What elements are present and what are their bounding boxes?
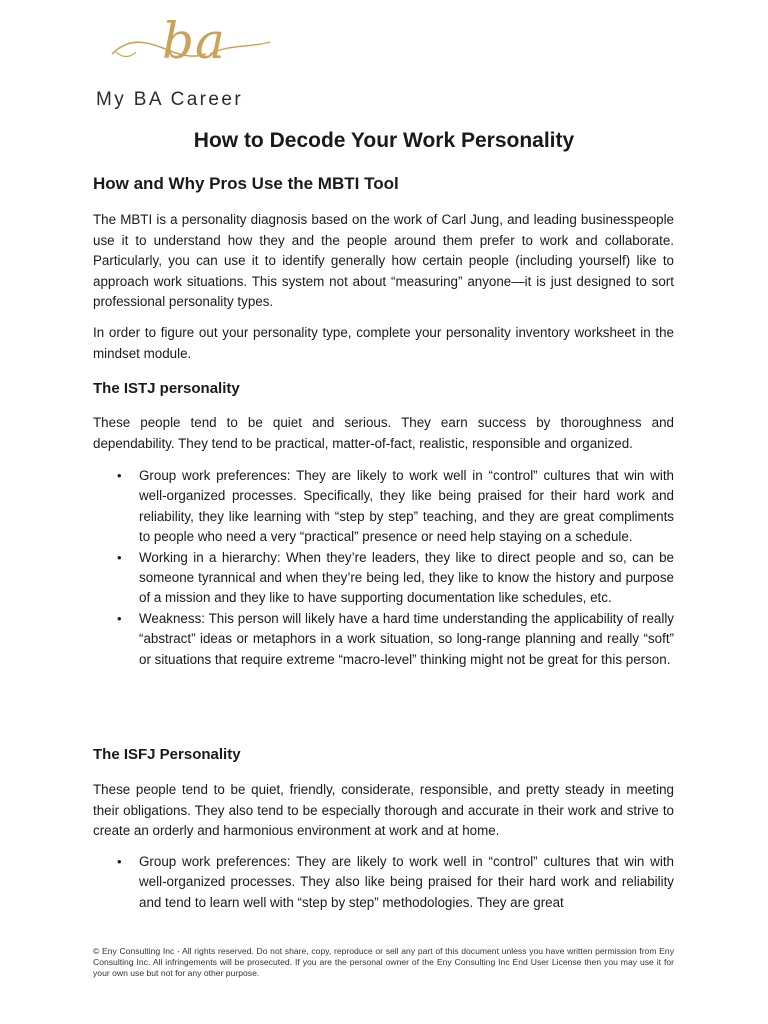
isfj-intro: These people tend to be quiet, friendly, considerate, responsible, and pretty steady in meeting their obligations. They also tend to be especially thorough and accurate in their work and strive to create an orderly and harmonious environment at work and at home.	[93, 782, 674, 838]
istj-heading: The ISTJ personality	[93, 380, 240, 397]
list-item: • Weakness: This person will likely have a hard time understanding the applicability of really “abstract” ideas or metaphors in a work situation, so long-range planning and really “soft” or situations that require extreme “macro-level” thinking might not be great for this person.	[117, 610, 674, 667]
document-title: How to Decode Your Work Personality	[193, 129, 575, 152]
list-item: • Working in a hierarchy: When they’re leaders, they like to direct people and so, can be someone tyrannical and when they’re being led, they like to know the history and purpose of a mission and they like to have supporting documentation like schedules, etc.	[117, 549, 674, 606]
section-heading: How and Why Pros Use the MBTI Tool	[93, 174, 399, 193]
logo	[96, 12, 306, 110]
isfj-heading: The ISFJ Personality	[93, 746, 241, 763]
istj-intro: These people tend to be quiet and serious. They earn success by thoroughness and dependability. They tend to be practical, matter-of-fact, realistic, responsible and organized.	[93, 415, 674, 451]
logo-wordmark: My BA Career	[96, 89, 244, 110]
isfj-bullet-list	[93, 852, 674, 913]
bullet-icon: •	[117, 468, 122, 483]
intro-paragraph: The MBTI is a personality diagnosis based on the work of Carl Jung, and leading businesspeople use it to understand how they and the people around them prefer to work and collaborate. Particularly, you can use it to identify generally how certain people (including yourself) like to approach work situations. This system not about “measuring” anyone—it is just designed to sort professional personality types.	[93, 212, 674, 309]
logo-script-mark: ba	[162, 12, 226, 70]
copyright-footer: © Eny Consulting Inc - All rights reserved. Do not share, copy, reproduce or sell any part of this document unless you have written permission from Eny Consulting Inc. All infringements will be prosecuted. If you are the personal owner of the Eny Consulting Inc End User License then you may use it for your own use but not for any other purpose.	[93, 946, 674, 978]
bullet-icon: •	[117, 854, 122, 869]
instruction-paragraph: In order to figure out your personality type, complete your personality inventory worksheet in the mindset module.	[93, 325, 674, 361]
bullet-icon: •	[117, 549, 122, 565]
bullet-icon: •	[117, 610, 122, 626]
list-item: • Group work preferences: They are likely to work well in “control” cultures that win with well-organized processes. Specifically, they like being praised for their hard work and reliability, they like learning with “step by step” teaching, and they are great compliments to people who need a very “practical” presence or need help staying on a schedule.	[117, 468, 674, 545]
list-item: • Group work preferences: They are likely to work well in “control” cultures that win with well-organized processes. They also like being praised for their hard work and reliability and tend to learn well with “step by step” methodologies. They are great	[117, 854, 674, 910]
istj-bullet-list	[93, 466, 674, 670]
